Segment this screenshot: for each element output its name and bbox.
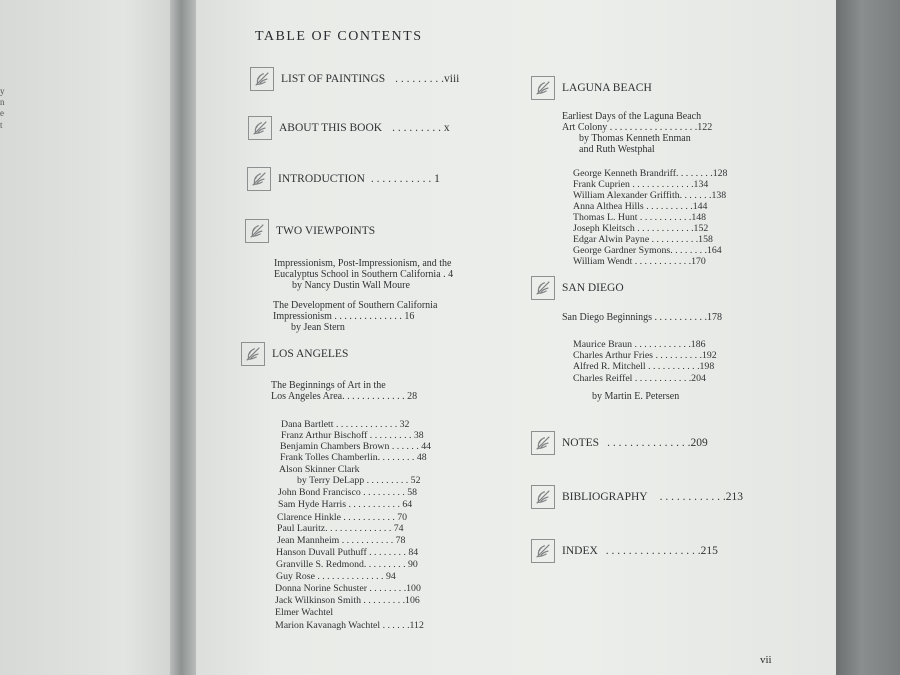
section-label: INDEX (562, 545, 598, 557)
list-item: Elmer Wachtel (275, 607, 334, 618)
list-item: by Terry DeLapp . . . . . . . . . 52 (297, 475, 421, 486)
list-item: Frank Cuprien . . . . . . . . . . . . .134 (573, 179, 709, 190)
list-item: Hanson Duvall Puthuff . . . . . . . . 84 (276, 547, 419, 558)
list-item: William Wendt . . . . . . . . . . . .170 (573, 256, 706, 267)
essay-author: by Jean Stern (291, 322, 345, 333)
section-introduction (247, 167, 440, 191)
page-ref: . . . . . . . . . . . . . . . . .215 (605, 545, 718, 557)
list-item: Dana Bartlett . . . . . . . . . . . . . 32 (281, 419, 410, 430)
essay-title: Art Colony . . . . . . . . . . . . . . . . . .122 (562, 122, 713, 133)
list-item: Charles Arthur Fries . . . . . . . . . .192 (573, 350, 717, 361)
list-item: Edgar Alwin Payne . . . . . . . . . .158 (573, 234, 713, 245)
essay-author: by Nancy Dustin Wall Moure (292, 280, 410, 291)
flower-ornament-icon (248, 116, 272, 140)
list-item: Maurice Braun . . . . . . . . . . . .186 (573, 339, 706, 350)
flower-ornament-icon (241, 342, 265, 366)
essay-title: Impressionism, Post-Impressionism, and the (274, 258, 452, 269)
list-item: Frank Tolles Chamberlin. . . . . . . . 48 (280, 452, 427, 463)
flower-ornament-icon (531, 431, 555, 455)
essay-author: and Ruth Westphal (579, 144, 655, 155)
list-item: Franz Arthur Bischoff . . . . . . . . . 38 (281, 430, 424, 441)
left-page (0, 0, 178, 675)
flower-ornament-icon (531, 539, 555, 563)
list-item: Clarence Hinkle . . . . . . . . . . . 70 (277, 512, 408, 523)
section-list-of-paintings (250, 67, 459, 91)
section-label: LOS ANGELES (272, 348, 349, 360)
list-item: William Alexander Griffith. . . . . . .138 (573, 190, 727, 201)
list-item: Paul Lauritz. . . . . . . . . . . . . . 74 (277, 523, 404, 534)
section-label: LIST OF PAINTINGS (281, 73, 386, 85)
list-item: Jack Wilkinson Smith . . . . . . . . .106 (275, 595, 420, 606)
list-item: Guy Rose . . . . . . . . . . . . . . 94 (276, 571, 396, 582)
list-item: Benjamin Chambers Brown . . . . . . 44 (280, 441, 432, 452)
page-ref: . . . . . . . . .viii (395, 73, 460, 85)
page-ref: . . . . . . . . . x (392, 122, 450, 134)
page-title: TABLE OF CONTENTS (255, 29, 423, 44)
flower-ornament-icon (250, 67, 274, 91)
list-item: Alson Skinner Clark (279, 464, 360, 475)
page-number: vii (760, 654, 772, 666)
list-item: George Kenneth Brandriff. . . . . . . .128 (573, 168, 728, 179)
background-edge (836, 0, 900, 675)
list-item: Joseph Kleitsch . . . . . . . . . . . .152 (573, 223, 709, 234)
list-item: Anna Althea Hills . . . . . . . . . .144 (573, 201, 708, 212)
section-label: TWO VIEWPOINTS (276, 225, 376, 237)
essay-title: The Beginnings of Art in the (271, 380, 386, 391)
fragment-text: e (0, 108, 4, 118)
flower-ornament-icon (531, 485, 555, 509)
page-ref: . . . . . . . . . . . . . . .209 (607, 437, 708, 449)
section-los-angeles (241, 342, 348, 366)
page-ref: . . . . . . . . . . . 1 (370, 173, 440, 185)
essay-author: by Martin E. Petersen (592, 391, 680, 402)
list-item: Sam Hyde Harris . . . . . . . . . . . 64 (278, 499, 413, 510)
list-item: Thomas L. Hunt . . . . . . . . . . .148 (573, 212, 707, 223)
essay-title: Earliest Days of the Laguna Beach (562, 111, 702, 122)
flower-ornament-icon (247, 167, 271, 191)
list-item: Marion Kavanagh Wachtel . . . . . .112 (275, 620, 424, 631)
section-bibliography (531, 485, 743, 509)
page-ref: . . . . . . . . . . . .213 (659, 491, 743, 503)
essay-author: by Thomas Kenneth Enman (579, 133, 691, 144)
essay-title: The Development of Southern California (273, 300, 438, 311)
section-label: NOTES (562, 437, 600, 449)
fragment-text: n (0, 97, 5, 107)
section-about-this-book (248, 116, 450, 140)
list-item: Jean Mannheim . . . . . . . . . . . 78 (277, 535, 406, 546)
fragment-text: y (0, 86, 5, 96)
section-label: ABOUT THIS BOOK (279, 122, 383, 134)
essay-title: Eucalyptus School in Southern California . 4 (274, 269, 454, 280)
section-label: BIBLIOGRAPHY (562, 491, 648, 503)
section-laguna-beach (531, 76, 652, 100)
section-san-diego (531, 276, 624, 300)
flower-ornament-icon (531, 76, 555, 100)
essay-title: Impressionism . . . . . . . . . . . . . . 16 (273, 311, 415, 322)
list-item: John Bond Francisco . . . . . . . . . 58 (278, 487, 418, 498)
section-notes (531, 431, 708, 455)
list-item: Granville S. Redmond. . . . . . . . . 90 (276, 559, 418, 570)
essay-title: Los Angeles Area. . . . . . . . . . . . . 28 (271, 391, 418, 402)
list-item: Donna Norine Schuster . . . . . . . .100 (275, 583, 421, 594)
list-item: Charles Reiffel . . . . . . . . . . . .204 (573, 373, 706, 384)
essay-title: San Diego Beginnings . . . . . . . . . . .178 (562, 312, 722, 323)
section-label: SAN DIEGO (562, 282, 624, 294)
section-index (531, 539, 718, 563)
list-item: Alfred R. Mitchell . . . . . . . . . . .198 (573, 361, 715, 372)
fragment-text: t (0, 120, 3, 130)
section-label: INTRODUCTION (278, 173, 365, 185)
section-label: LAGUNA BEACH (562, 82, 652, 94)
section-two-viewpoints (245, 219, 375, 243)
flower-ornament-icon (531, 276, 555, 300)
flower-ornament-icon (245, 219, 269, 243)
list-item: George Gardner Symons. . . . . . . .164 (573, 245, 722, 256)
